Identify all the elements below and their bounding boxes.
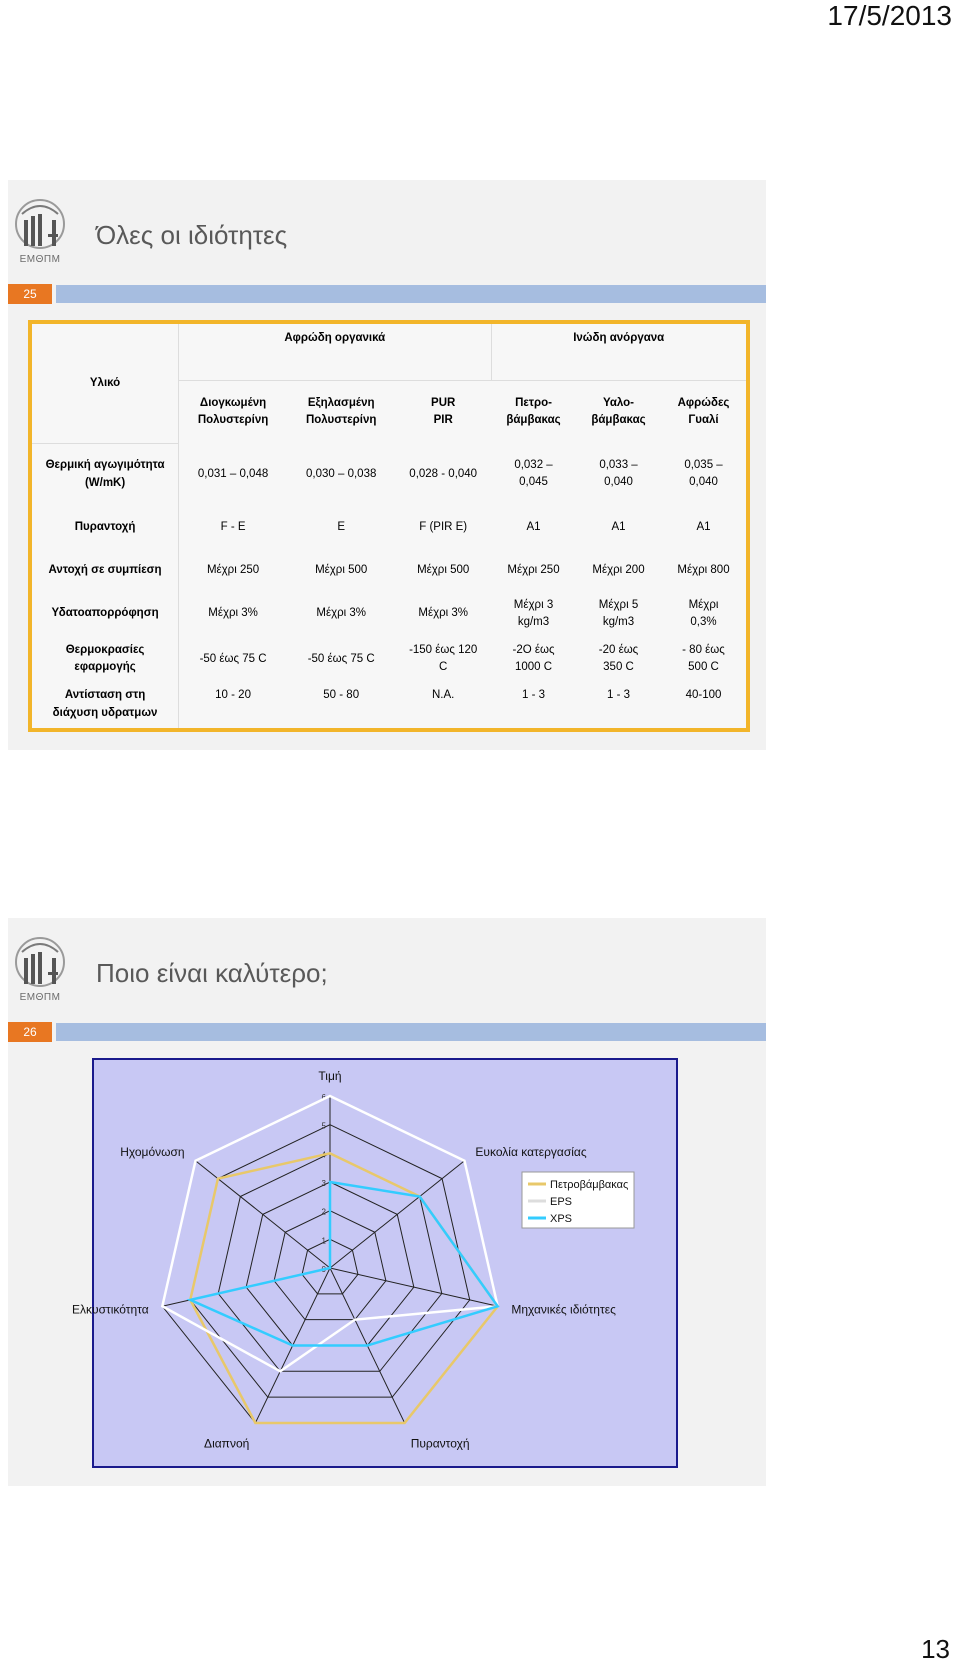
table-cell: Μέχρι 500 [315, 563, 368, 576]
group-fibrous-inorganic: Ινώδη ανόργανα [491, 324, 746, 381]
label-line: διάχυση υδρατμων [52, 706, 158, 719]
corner-label: Υλικό [32, 324, 179, 443]
material-line: Διογκωμένη [199, 396, 267, 409]
table-cell: 40-100 [685, 689, 722, 702]
radar-axis-label: Ηχομόνωση [120, 1145, 185, 1160]
cell-line: -150 έως 120 [409, 644, 478, 657]
table-row [32, 681, 746, 728]
radar-tick-label: 5 [321, 1121, 326, 1131]
cell-line: Μέχρι 3% [316, 607, 367, 620]
table-cell [395, 637, 491, 681]
table-cell: Μέχρι 200 [592, 563, 645, 576]
material-line: βάμβακας [591, 414, 646, 427]
table-cell [576, 443, 661, 506]
radar-spoke [330, 1161, 464, 1268]
table-cell [491, 443, 576, 506]
radar-tick-label: 6 [321, 1093, 326, 1102]
cell-line: Μέχρι 5 [598, 598, 639, 611]
cell-line: 0,031 – 0,048 [197, 467, 269, 480]
table-cell: F - E [220, 521, 246, 534]
page-number: 13 [921, 1634, 950, 1664]
table-cell: Μέχρι 250 [507, 563, 560, 576]
cell-line: -50 έως 75 C [307, 652, 375, 665]
radar-tick-label: 0 [321, 1265, 326, 1274]
legend-label: EPS [550, 1196, 573, 1208]
table-row [32, 591, 746, 637]
material-line: PUR [431, 396, 456, 409]
cell-line: -20 έως [598, 644, 639, 657]
table-cell [179, 637, 287, 681]
material-line: βάμβακας [506, 414, 561, 427]
cell-line: kg/m3 [517, 615, 550, 628]
table-cell [576, 591, 661, 637]
row-label [32, 506, 179, 550]
cell-line: -50 έως 75 C [199, 652, 267, 665]
material-header [179, 381, 287, 444]
legend-label: Πετροβάμβακας [550, 1179, 629, 1191]
row-label [32, 550, 179, 590]
radar-axis-label: Μηχανικές ιδιότητες [511, 1302, 616, 1317]
label-line: Θερμική αγωγιμότητα [45, 459, 165, 472]
table-cell: 10 - 20 [215, 689, 251, 702]
radar-axis-label: Διαπνοή [204, 1436, 250, 1451]
cell-line: 0,040 [689, 476, 718, 489]
table-cell: F (PIR E) [419, 521, 468, 534]
table-cell: E [337, 521, 346, 534]
table-cell [287, 443, 395, 506]
material-line: PIR [433, 414, 453, 427]
radar-spoke [330, 1268, 498, 1306]
slide-title: Όλες οι ιδιότητες [96, 220, 288, 250]
label-line: Αντίσταση στη [64, 689, 146, 702]
page-date: 17/5/2013 [827, 0, 952, 31]
table-cell [179, 443, 287, 506]
radar-axis-label: Πυραντοχή [410, 1436, 470, 1451]
group-organic-foams: Αφρώδη οργανικά [179, 324, 491, 381]
label-line: Υδατοαπορρόφηση [51, 607, 159, 620]
cell-line: 0,030 – 0,038 [306, 467, 377, 480]
cell-line: -2O έως [512, 644, 555, 657]
material-header [395, 381, 491, 444]
radar-axis-label: Ευκολία κατεργασίας [475, 1145, 587, 1160]
cell-line: Μέχρι 3% [208, 607, 258, 620]
radar-tick-label: 2 [321, 1207, 326, 1217]
cell-line: 0,035 – [684, 459, 723, 472]
table-cell [661, 637, 746, 681]
slide-25 [8, 180, 766, 750]
table-cell: 50 - 80 [323, 689, 360, 702]
cell-line: 0,032 – [514, 459, 553, 472]
table-row [32, 506, 746, 550]
radar-tick-label: 3 [321, 1179, 326, 1188]
table-cell [491, 591, 576, 637]
cell-line: - 80 έως [682, 644, 725, 657]
slide-number: 26 [8, 1022, 52, 1042]
cell-line: 0,040 [604, 476, 633, 489]
cell-line: 0,028 - 0,040 [409, 467, 478, 480]
properties-table [28, 320, 750, 732]
material-line: Εξηλασμένη [307, 396, 375, 409]
material-header [491, 381, 576, 444]
radar-chart-svg [71, 1060, 676, 1466]
radar-chart [71, 1058, 678, 1468]
table-cell: A1 [611, 521, 626, 534]
label-line: Αντοχή σε συμπίεση [48, 563, 162, 576]
label-line: Θερμοκρασίες [65, 644, 145, 657]
material-line: Πολυστερίνη [197, 414, 269, 427]
table-cell [287, 637, 395, 681]
table-cell: 1 - 3 [606, 689, 630, 702]
cell-line: 1000 C [514, 661, 553, 674]
row-label [32, 443, 179, 506]
radar-series-line [190, 1182, 497, 1345]
table-row [32, 637, 746, 681]
material-line: Πετρο- [515, 396, 552, 409]
material-header [576, 381, 661, 444]
cell-line: C [439, 661, 448, 674]
table-cell: Μέχρι 500 [417, 563, 470, 576]
slide-number: 25 [8, 284, 52, 304]
row-label [32, 637, 179, 681]
cell-line: 0,3% [690, 615, 717, 628]
slide-number-bar [8, 1022, 766, 1042]
logo-text: ΕΜΘΠΜ [19, 254, 61, 265]
slide-title: Ποιο είναι καλύτερο; [96, 958, 328, 988]
material-line: Υαλο- [603, 396, 634, 409]
logo-text: ΕΜΘΠΜ [19, 992, 61, 1003]
cell-line: 0,045 [519, 476, 548, 489]
radar-axis-label: Τιμή [318, 1069, 342, 1083]
label-line: Πυραντοχή [74, 521, 136, 534]
slide-26 [8, 918, 766, 1486]
legend-label: XPS [550, 1213, 573, 1225]
material-line: Αφρώδες [677, 396, 730, 409]
row-label [32, 681, 179, 728]
table-cell: A1 [526, 521, 541, 534]
table-cell [395, 443, 491, 506]
table-cell [491, 637, 576, 681]
table-cell: N.A. [432, 689, 455, 702]
cell-line: 0,033 – [599, 459, 638, 472]
table-cell: Μέχρι 250 [206, 563, 260, 576]
row-label [32, 591, 179, 637]
cell-line: kg/m3 [602, 615, 635, 628]
table-cell [661, 591, 746, 637]
label-line: εφαρμογής [74, 661, 136, 674]
table-cell [287, 591, 395, 637]
slide-number-bar [8, 284, 766, 304]
material-line: Πολυστερίνη [305, 414, 377, 427]
group-header-row [32, 324, 746, 381]
material-line: Γυαλί [688, 414, 719, 427]
table-cell: A1 [696, 521, 711, 534]
cell-line: Μέχρι 3% [418, 607, 469, 620]
table-row [32, 443, 746, 506]
label-line: (W/mK) [84, 476, 126, 489]
title-underline-strip [56, 285, 766, 303]
title-underline-strip [56, 1023, 766, 1041]
table-cell: Μέχρι 800 [677, 563, 730, 576]
table-cell [395, 591, 491, 637]
table-cell [661, 443, 746, 506]
cell-line: 350 C [603, 661, 634, 674]
table-row [32, 550, 746, 590]
radar-tick-label: 1 [321, 1236, 326, 1246]
material-header [661, 381, 746, 444]
cell-line: Μέχρι [688, 598, 719, 611]
cell-line: 500 C [688, 661, 719, 674]
radar-tick-label: 4 [321, 1150, 326, 1160]
table-cell [576, 637, 661, 681]
radar-axis-label: Ελκυστικότητα [71, 1302, 149, 1317]
material-header [287, 381, 395, 444]
table-cell [179, 591, 287, 637]
table-cell: 1 - 3 [521, 689, 545, 702]
radar-spoke [196, 1161, 330, 1268]
cell-line: Μέχρι 3 [513, 598, 554, 611]
